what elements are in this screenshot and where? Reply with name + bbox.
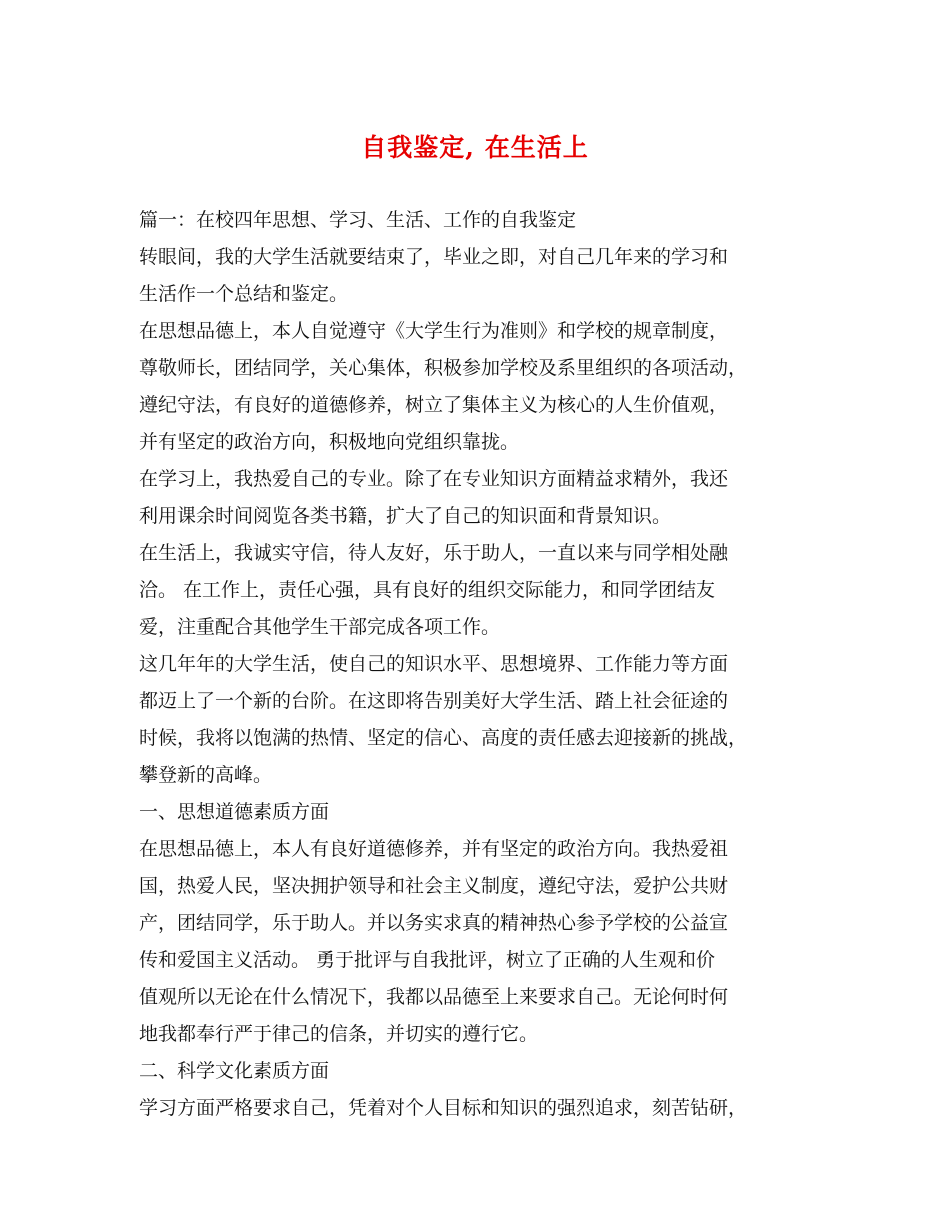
- text-line: 遵纪守法，有良好的道德修养，树立了集体主义为核心的人生价值观，: [139, 394, 729, 416]
- document-body: [139, 202, 829, 1127]
- text-line: 在学习上，我热爱自己的专业。除了在专业知识方面精益求精外，我还: [139, 468, 729, 490]
- document-title: 自我鉴定, 在生活上: [361, 133, 589, 162]
- text-line: 在思想品德上，本人有良好道德修养，并有坚定的政治方向。我热爱祖: [139, 838, 729, 860]
- text-line: 这几年年的大学生活，使自己的知识水平、思想境界、工作能力等方面: [139, 653, 729, 675]
- text-line: 地我都奉行严于律己的信条，并切实的遵行它。: [139, 1023, 539, 1045]
- text-line: 国，热爱人民，坚决拥护领导和社会主义制度，遵纪守法，爱护公共财: [139, 875, 729, 897]
- text-line: 在思想品德上，本人自觉遵守《大学生行为准则》和学校的规章制度，: [139, 320, 729, 342]
- text-line: 尊敬师长，团结同学，关心集体，积极参加学校及系里组织的各项活动，: [139, 357, 748, 379]
- text-line: 时候，我将以饱满的热情、坚定的信心、高度的责任感去迎接新的挑战，: [139, 727, 748, 749]
- text-line: 篇一：在校四年思想、学习、生活、工作的自我鉴定: [139, 209, 577, 231]
- text-line: 生活作一个总结和鉴定。: [139, 283, 349, 305]
- text-line: 在生活上，我诚实守信，待人友好，乐于助人，一直以来与同学相处融: [139, 542, 729, 564]
- text-line: 洽。 在工作上，责任心强，具有良好的组织交际能力，和同学团结友: [139, 579, 716, 601]
- text-line: 学习方面严格要求自己，凭着对个人目标和知识的强烈追求，刻苦钻研，: [139, 1097, 748, 1119]
- text-line: 爱，注重配合其他学生干部完成各项工作。: [139, 616, 501, 638]
- text-line: 二、科学文化素质方面: [139, 1060, 330, 1082]
- text-line: 并有坚定的政治方向，积极地向党组织靠拢。: [139, 431, 520, 453]
- text-line: 都迈上了一个新的台阶。在这即将告别美好大学生活、踏上社会征途的: [139, 690, 729, 712]
- text-line: 转眼间，我的大学生活就要结束了，毕业之即，对自己几年来的学习和: [139, 246, 729, 268]
- text-line: 攀登新的高峰。: [139, 764, 273, 786]
- text-line: 一、思想道德素质方面: [139, 801, 330, 823]
- text-line: 传和爱国主义活动。 勇于批评与自我批评，树立了正确的人生观和价: [139, 949, 716, 971]
- text-line: 产，团结同学，乐于助人。并以务实求真的精神热心参予学校的公益宣: [139, 912, 729, 934]
- text-line: 利用课余时间阅览各类书籍，扩大了自己的知识面和背景知识。: [139, 505, 672, 527]
- text-line: 值观所以无论在什么情况下，我都以品德至上来要求自己。无论何时何: [139, 986, 729, 1008]
